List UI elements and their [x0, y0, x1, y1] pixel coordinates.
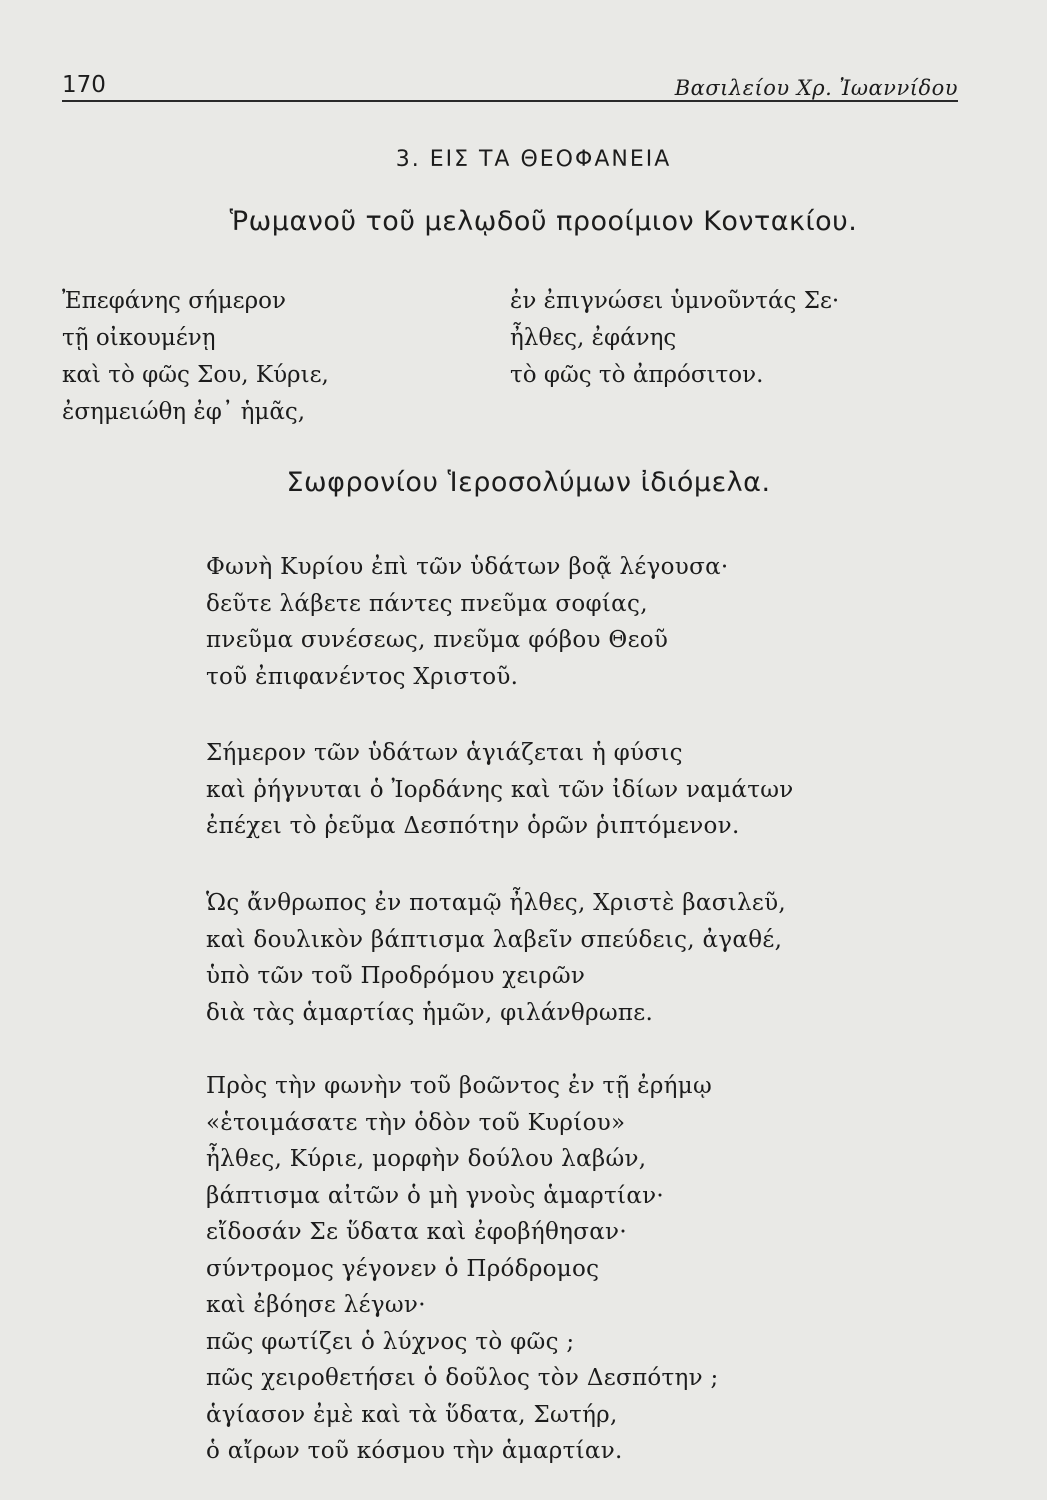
verse-line: ἐσημειώθη ἐφ᾽ ἡμᾶς,: [62, 399, 306, 425]
verse-line: τῇ οἰκουμένῃ: [62, 325, 216, 351]
verse-line: Σήμερον τῶν ὑδάτων ἁγιάζεται ἡ φύσις: [206, 740, 683, 766]
verse-line: Ἐπεφάνης σήμερον: [62, 288, 286, 314]
verse-line: καὶ δουλικὸν βάπτισμα λαβεῖν σπεύδεις, ἀγαθέ,: [206, 926, 783, 953]
kontakion-right-column: [510, 283, 839, 394]
verse-line: εἴδοσάν Σε ὕδατα καὶ ἐφοβήθησαν·: [206, 1219, 627, 1245]
kontakion-heading: Ῥωμανοῦ τοῦ μελῳδοῦ προοίμιον Κοντακίου.: [229, 206, 858, 237]
running-title: Βασιλείου Χρ. Ἰωαννίδου: [674, 76, 958, 100]
verse-line: τοῦ ἐπιφανέντος Χριστοῦ.: [206, 663, 519, 690]
stanza-1: [206, 549, 729, 695]
verse-line: Πρὸς τὴν φωνὴν τοῦ βοῶντος ἐν τῇ ἐρήμῳ: [206, 1073, 713, 1099]
verse-line: διὰ τὰς ἁμαρτίας ἡμῶν, φιλάνθρωπε.: [206, 999, 654, 1026]
idiomela-heading: Σωφρονίου Ἱεροσολύμων ἰδιόμελα.: [286, 467, 771, 498]
section-title: 3. ΕΙΣ ΤΑ ΘΕΟΦΑΝΕΙΑ: [395, 147, 672, 172]
stanza-4: [206, 1068, 719, 1470]
verse-line: Φωνὴ Κυρίου ἐπὶ τῶν ὑδάτων βοᾷ λέγουσα·: [206, 554, 729, 580]
page-number: 170: [62, 72, 106, 98]
verse-line: καὶ ῥήγνυται ὁ Ἰορδάνης καὶ τῶν ἰδίων ναμάτων: [206, 776, 794, 803]
verse-line: ἦλθες, Κύριε, μορφὴν δούλου λαβών,: [206, 1146, 647, 1172]
verse-line: καὶ ἐβόησε λέγων·: [206, 1292, 426, 1318]
verse-line: δεῦτε λάβετε πάντες πνεῦμα σοφίας,: [206, 590, 648, 617]
verse-line: πῶς χειροθετήσει ὁ δοῦλος τὸν Δεσπότην ;: [206, 1365, 719, 1391]
verse-line: πνεῦμα συνέσεως, πνεῦμα φόβου Θεοῦ: [206, 627, 669, 653]
verse-line: ἦλθες, ἐφάνης: [510, 325, 677, 351]
verse-line: ἐπέχει τὸ ῥεῦμα Δεσπότην ὁρῶν ῥιπτόμενον.: [206, 813, 740, 839]
kontakion-left-column: [62, 283, 329, 431]
verse-line: πῶς φωτίζει ὁ λύχνος τὸ φῶς ;: [206, 1328, 575, 1355]
stanza-3: [206, 885, 786, 1031]
verse-line: Ὡς ἄνθρωπος ἐν ποταμῷ ἦλθες, Χριστὲ βασιλεῦ,: [206, 890, 787, 916]
verse-line: βάπτισμα αἰτῶν ὁ μὴ γνοὺς ἁμαρτίαν·: [206, 1182, 665, 1209]
verse-line: καὶ τὸ φῶς Σου, Κύριε,: [62, 362, 329, 388]
verse-line: ἐν ἐπιγνώσει ὑμνοῦντάς Σε·: [510, 288, 840, 314]
stanza-2: [206, 735, 794, 845]
verse-line: ἁγίασον ἐμὲ καὶ τὰ ὕδατα, Σωτήρ,: [206, 1401, 618, 1428]
verse-line: ὑπὸ τῶν τοῦ Προδρόμου χειρῶν: [206, 963, 586, 989]
running-head: [62, 66, 958, 102]
verse-line: σύντρομος γέγονεν ὁ Πρόδρομος: [206, 1255, 600, 1282]
verse-line: τὸ φῶς τὸ ἀπρόσιτον.: [510, 362, 764, 388]
verse-line: ὁ αἴρων τοῦ κόσμου τὴν ἁμαρτίαν.: [206, 1438, 623, 1464]
verse-line: «ἑτοιμάσατε τὴν ὁδὸν τοῦ Κυρίου»: [206, 1109, 626, 1136]
